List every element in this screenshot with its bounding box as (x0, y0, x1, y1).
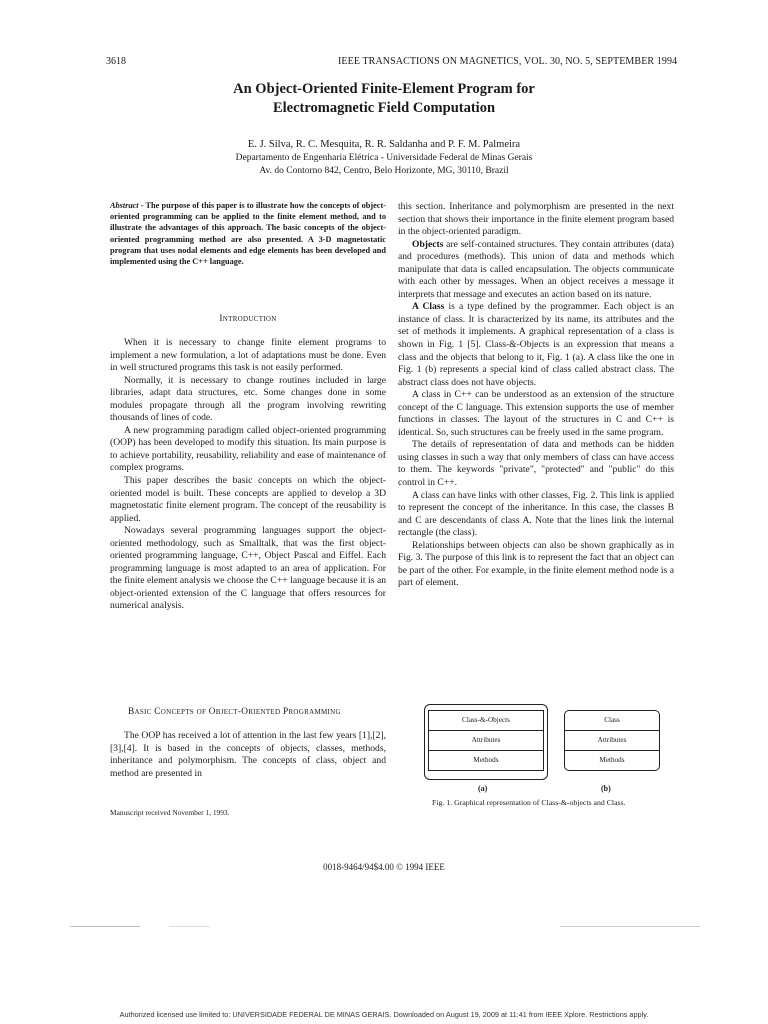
section-heading-introduction: Introduction (219, 314, 277, 324)
paragraph: A class in C++ can be understood as an extension of the structure concept of the C language. This extension supports the use of member functions in classes. The layout of the structures in C and C++ is identical. So, such structures can be freely used in the same program. (398, 389, 674, 438)
introduction-body (110, 337, 386, 613)
paragraph: A new programming paradigm called object-oriented programming (OOP) has been developed to modify this situation. Its main purpose is to achieve portability, reusability, reliability and ease of maintenance of complex programs. (110, 424, 386, 474)
title-line: An Object-Oriented Finite-Element Program for (233, 81, 535, 97)
license-footer: Authorized licensed use limited to: UNIVERSIDADE FEDERAL DE MINAS GERAIS. Downloaded on August 19, 2009 at 11:41 from IEEE Xplore. Restrictions apply. (119, 1010, 649, 1019)
paragraph: this section. Inheritance and polymorphism are presented in the next section that shows their importance in the finite element program based in the object-oriented paradigm. (398, 201, 674, 238)
affiliation-line: Av. do Contorno 842, Centro, Belo Horizonte, MG, 30110, Brazil (259, 166, 509, 176)
paper-title (0, 80, 768, 118)
figure-label-a: (a) (478, 784, 488, 793)
scan-artifact (560, 926, 700, 927)
paragraph: The OOP has received a lot of attention in the last few years [1],[2],[3],[4]. It is based in the concepts of objects, classes, methods, inheritance and polymorphism. The concepts of class, object and method are presented in (110, 730, 386, 779)
attributes-row: Attributes (429, 731, 543, 751)
paragraph: Nowadays several programming languages support the object-oriented methodology, such as Smalltalk, that was the first object-oriented programming language, C++, Object Pascal and Eiffel. Each programming language is most adapted to an area of application. For the finite element analysis we choose the C++ language because it is an object-oriented extension of the C language that offers resources for numerical analysis. (110, 525, 386, 612)
section-heading-basic-concepts: Basic Concepts of Object-Oriented Programming (128, 707, 341, 717)
title-line: Electromagnetic Field Computation (272, 100, 496, 116)
paragraph: A class can have links with other classes, Fig. 2. This link is applied to represent the concept of the inheritance. In this case, the classes B and C are descendants of class A. Note that the lines link the internal rectangle (the class). (398, 489, 674, 539)
abstract-label: Abstract (110, 201, 139, 210)
manuscript-note: Manuscript received November 1, 1993. (110, 808, 230, 817)
paragraph: Normally, it is necessary to change routines included in large libraries, adapt data structures, etc. Some changes done in some modules propagate through all the program involving rewriting thousands of lines of code. (110, 374, 386, 424)
copyright-line: 0018-9464/94$4.00 © 1994 IEEE (323, 862, 445, 872)
basic-concepts-body (110, 730, 386, 780)
methods-row: Methods (599, 756, 625, 764)
right-column-body (398, 201, 674, 590)
figure-caption: Fig. 1. Graphical representation of Class-&-objects and Class. (432, 798, 626, 807)
paragraph: The details of representation of data and methods can be hidden using classes in such a way that only members of class can have access to them. The keywords "private", "protected" and "public" do this control in C++. (398, 439, 674, 489)
page-number: 3618 (106, 56, 126, 67)
paragraph: A Class is a type defined by the programmer. Each object is an instance of class. It is characterized by its name, its attributes and the set of methods it implements. A graphical representation of a class is shown in Fig. 1 [5]. Class-&-Objects is an expression that means a class and the objects that belong to it, Fig. 1 (a). A class like the one in Fig. 1 (b) represents a special kind of class called abstract class. The abstract class does not have objects. (398, 301, 674, 388)
term-objects: Objects (412, 238, 444, 250)
paragraph: When it is necessary to change finite element programs to implement a new formulation, a lot of adaptations must be done. Even in well structured programs this task is not easily performed. (110, 337, 386, 374)
paragraph: Relationships between objects can also be shown graphically as in Fig. 3. The purpose of this link is to represent the fact that an object can be part of the other. For example, in the finite element method node is a part of element. (398, 539, 674, 589)
class-name-row: Class (565, 711, 659, 731)
paragraph: Objects are self-contained structures. They contain attributes (data) and procedures (methods). This union of data and methods which manipulate that data is called encapsulation. The objects communicate with each other by messages. When an object receives a message it interprets that message and executes an action based on its nature. (398, 238, 674, 300)
figure-label-b: (b) (601, 784, 611, 793)
journal-header: IEEE TRANSACTIONS ON MAGNETICS, VOL. 30, NO. 5, SEPTEMBER 1994 (338, 56, 678, 67)
class-and-objects-diagram (428, 710, 544, 771)
methods-row: Methods (473, 756, 499, 764)
scan-artifact (170, 926, 210, 927)
authors: E. J. Silva, R. C. Mesquita, R. R. Saldanha and P. F. M. Palmeira (247, 139, 521, 150)
paragraph: This paper describes the basic concepts on which the object-oriented model is built. These concepts are applied to develop a 3D magnetostatic finite element program. The concept of the reusability is applied. (110, 475, 386, 524)
abstract (110, 200, 386, 267)
class-name-row: Class-&-Objects (429, 711, 543, 731)
affiliation-line: Departamento de Engenharia Elétrica - Universidade Federal de Minas Gerais (235, 153, 533, 163)
class-diagram (564, 710, 660, 771)
scan-artifact (70, 926, 140, 927)
term-class: A Class (412, 301, 445, 313)
abstract-text: - The purpose of this paper is to illustrate how the concepts of object-oriented programming can be applied to the finite element method, and to illustrate the advantages of this approach. The basic concepts of the object-oriented programming method are also presented. A 3-D magnetostatic program that uses nodal elements and edge elements has been developed and implemented using the C++ language. (110, 201, 386, 267)
attributes-row: Attributes (565, 731, 659, 751)
